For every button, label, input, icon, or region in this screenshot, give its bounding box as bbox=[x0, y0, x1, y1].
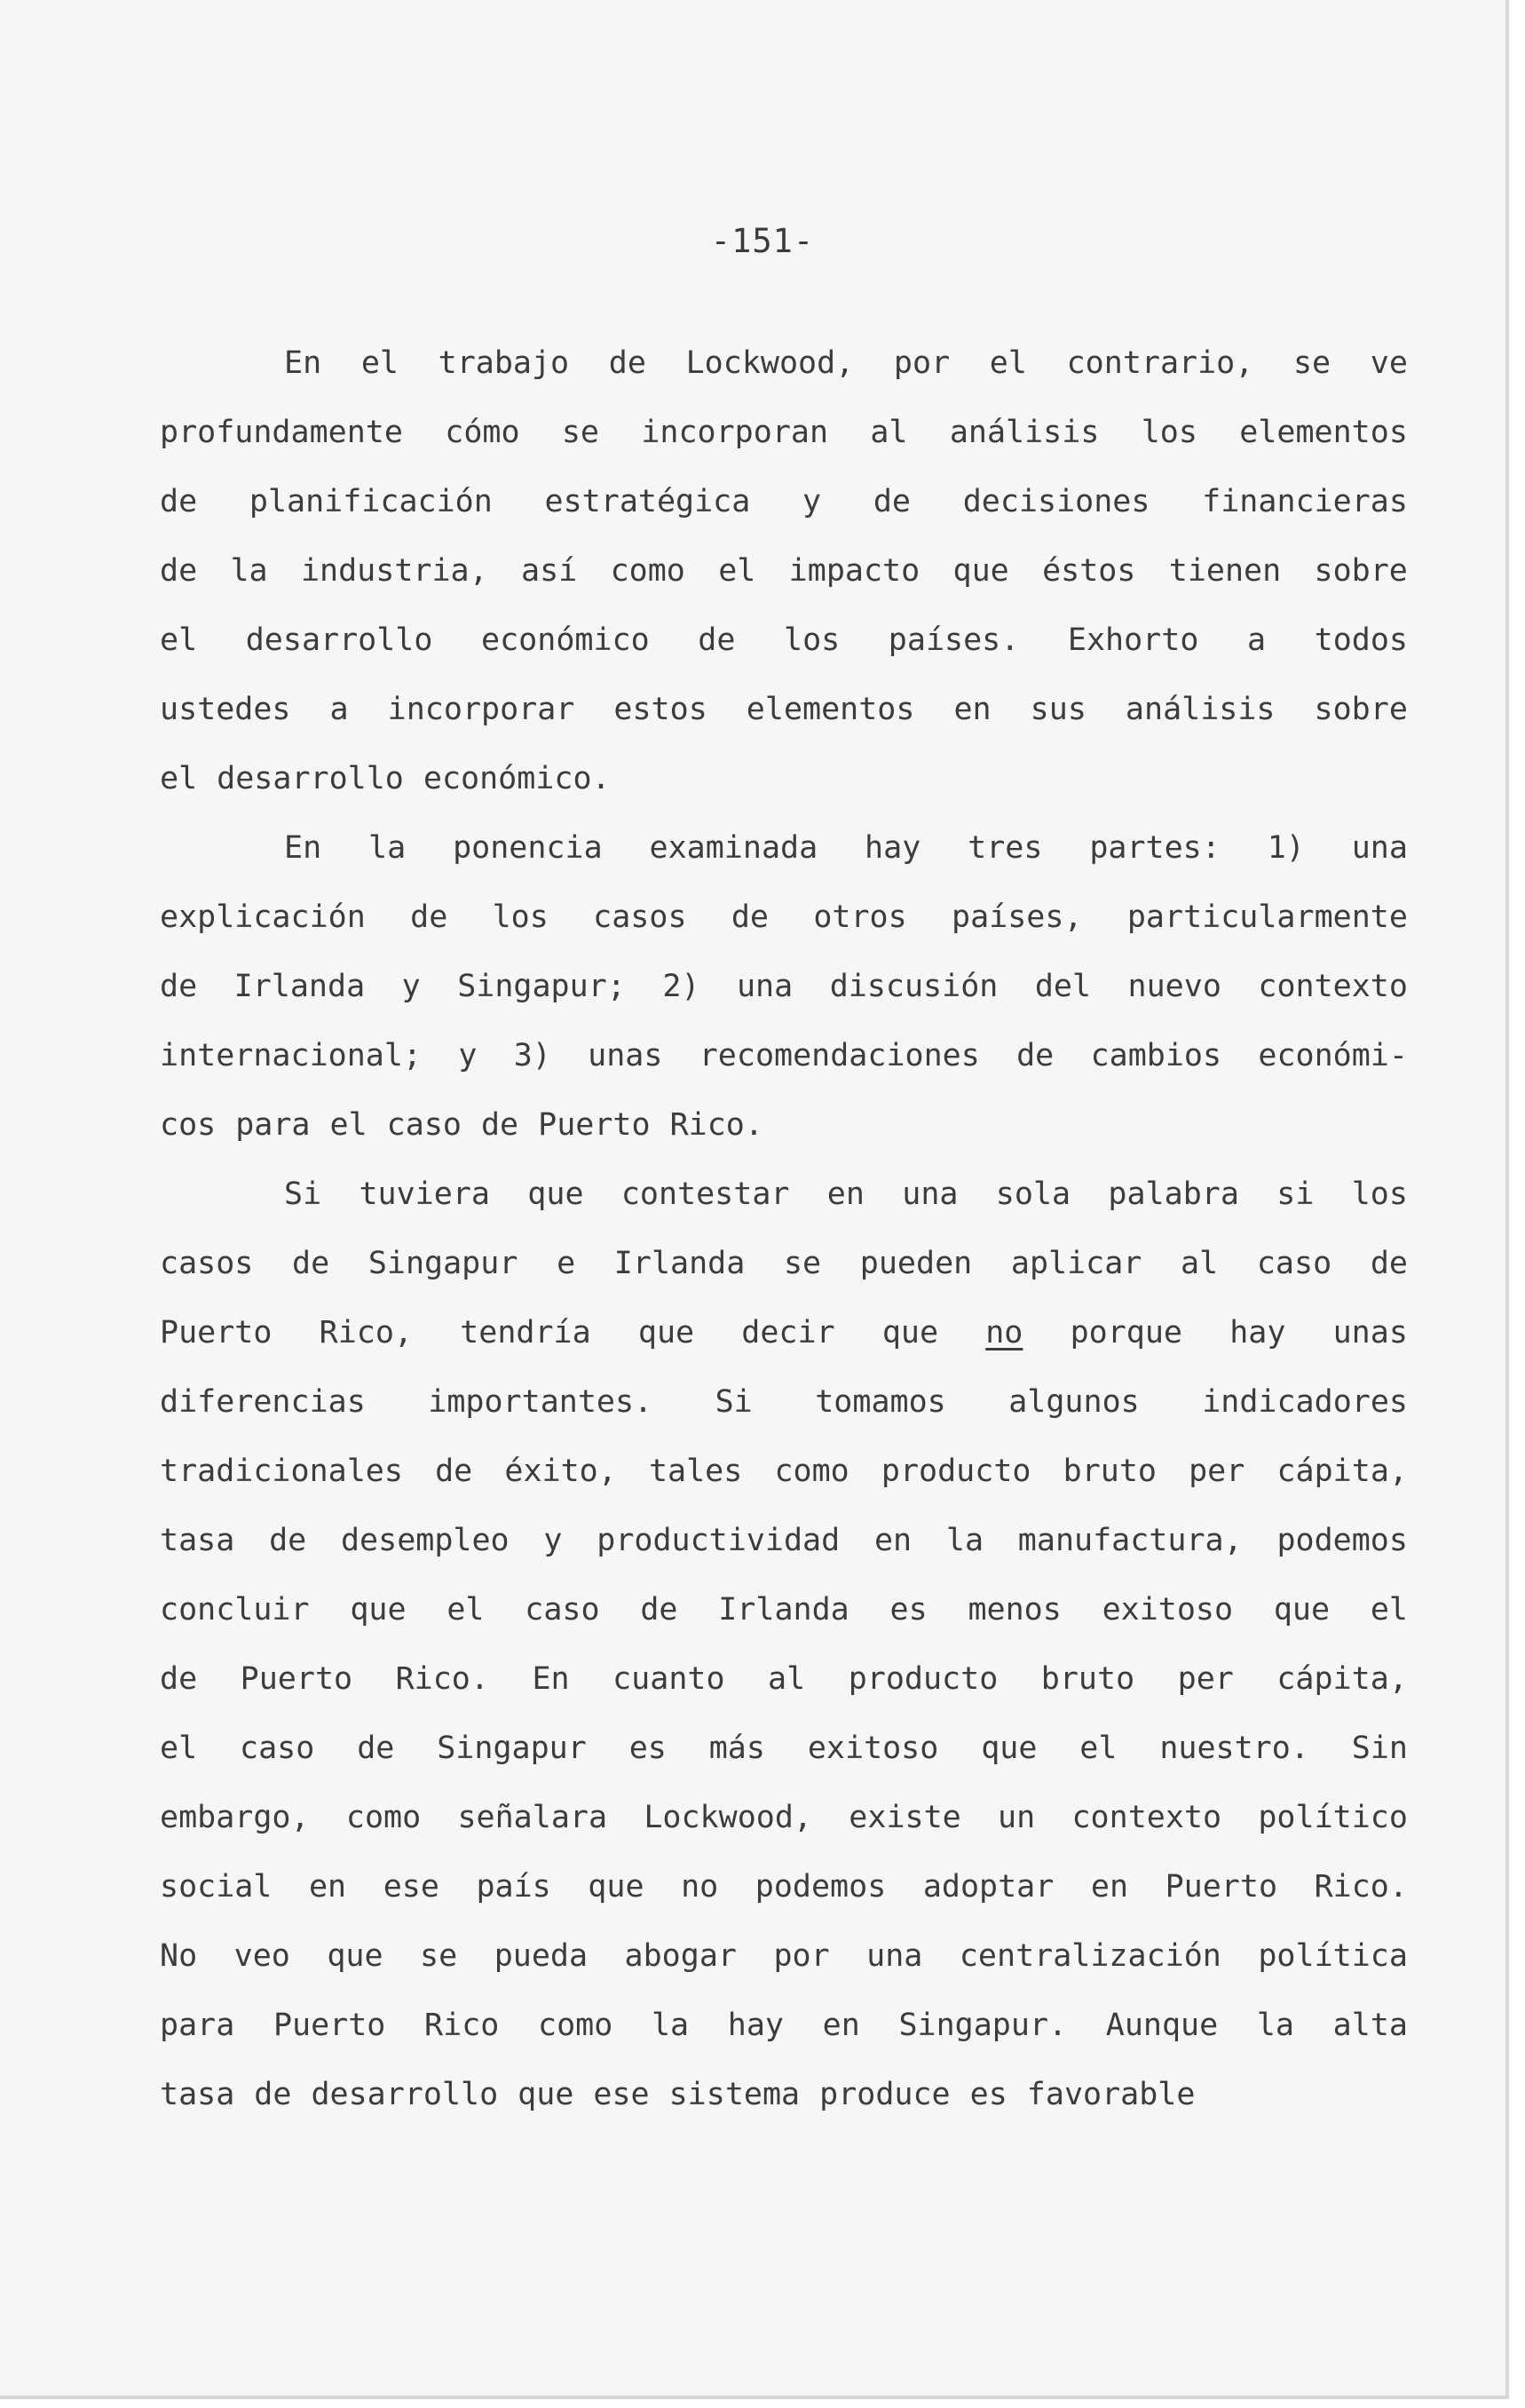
word: tuviera bbox=[359, 1176, 490, 1212]
word: de bbox=[160, 484, 198, 519]
word: En bbox=[532, 1661, 570, 1697]
word: una bbox=[902, 1176, 959, 1212]
word: político bbox=[1258, 1800, 1408, 1835]
word: contrario, bbox=[1066, 345, 1254, 381]
word: incorporan bbox=[641, 415, 829, 450]
word: y bbox=[458, 1038, 478, 1073]
word: exitoso bbox=[807, 1731, 939, 1766]
word: que bbox=[588, 1869, 644, 1905]
word: una bbox=[1351, 830, 1408, 866]
word: trabajo bbox=[438, 345, 570, 381]
word: que bbox=[527, 1176, 584, 1212]
text-line bbox=[160, 1160, 1408, 1229]
word: el bbox=[160, 761, 198, 796]
word: productividad bbox=[597, 1523, 841, 1558]
word: como bbox=[774, 1454, 849, 1489]
word: más bbox=[708, 1731, 765, 1766]
word: Puerto bbox=[240, 1661, 353, 1697]
word: produce bbox=[819, 2077, 951, 2112]
word: que bbox=[881, 1315, 939, 1351]
word: que bbox=[350, 1592, 407, 1628]
word: los bbox=[1141, 415, 1197, 450]
word: menos bbox=[968, 1592, 1062, 1628]
word: indicadores bbox=[1202, 1384, 1408, 1420]
word: sola bbox=[995, 1176, 1071, 1212]
word: podemos bbox=[755, 1869, 887, 1905]
word: centralización bbox=[959, 1938, 1221, 1974]
word: ese bbox=[593, 2077, 650, 2112]
word: de bbox=[608, 345, 646, 381]
word: de bbox=[1370, 1246, 1408, 1281]
word: hay bbox=[727, 2008, 784, 2043]
text-line bbox=[160, 536, 1408, 606]
word: todos bbox=[1314, 622, 1408, 658]
word: y bbox=[401, 969, 421, 1004]
word: explicación bbox=[160, 899, 366, 935]
word: de bbox=[698, 622, 736, 658]
word: per bbox=[1177, 1661, 1234, 1697]
word: se bbox=[420, 1938, 458, 1974]
word: diferencias bbox=[160, 1384, 366, 1420]
word: la bbox=[1256, 2008, 1295, 2043]
word: nuestro. bbox=[1159, 1731, 1309, 1766]
word: particularmente bbox=[1126, 899, 1408, 935]
word: Rico. bbox=[1314, 1869, 1408, 1905]
word: pueda bbox=[494, 1938, 589, 1974]
word: desempleo bbox=[340, 1523, 510, 1558]
word: es bbox=[969, 2077, 1007, 2112]
word: país bbox=[476, 1869, 551, 1905]
word: internacional; bbox=[160, 1038, 423, 1073]
word: Rico bbox=[424, 2008, 500, 2043]
word: ponencia bbox=[453, 830, 603, 866]
word: en bbox=[826, 1176, 865, 1212]
word: países, bbox=[952, 899, 1083, 935]
word: cápita, bbox=[1276, 1454, 1408, 1489]
word: Exhorto bbox=[1067, 622, 1199, 658]
text-line bbox=[160, 1506, 1408, 1575]
word: porque bbox=[1070, 1315, 1183, 1351]
text-line bbox=[160, 1298, 1408, 1367]
word: En bbox=[284, 830, 322, 866]
text-line bbox=[160, 1783, 1408, 1852]
text-line bbox=[160, 1367, 1408, 1437]
word: de bbox=[410, 899, 448, 935]
word: de bbox=[160, 553, 198, 589]
word: contexto bbox=[1258, 969, 1408, 1004]
word: En bbox=[284, 345, 322, 381]
word: Lockwood, bbox=[644, 1800, 812, 1835]
word: los bbox=[784, 622, 841, 658]
word: por bbox=[773, 1938, 830, 1974]
word: Puerto bbox=[538, 1107, 651, 1143]
word: al bbox=[870, 415, 908, 450]
word: tendría bbox=[460, 1315, 591, 1351]
word: producto bbox=[848, 1661, 999, 1697]
text-line bbox=[160, 1021, 1408, 1090]
word: Si bbox=[284, 1176, 322, 1212]
word: bruto bbox=[1063, 1454, 1157, 1489]
word: cuanto bbox=[612, 1661, 725, 1697]
text-line bbox=[160, 883, 1408, 952]
word: planificación bbox=[249, 484, 493, 519]
word: casos bbox=[160, 1246, 254, 1281]
word: que bbox=[1273, 1592, 1331, 1628]
word: discusión bbox=[829, 969, 999, 1004]
word: el bbox=[160, 622, 198, 658]
word: política bbox=[1258, 1938, 1408, 1974]
word: señalara bbox=[457, 1800, 608, 1835]
word: en bbox=[822, 2008, 860, 2043]
word: que bbox=[327, 1938, 383, 1974]
word: exitoso bbox=[1102, 1592, 1234, 1628]
word: a bbox=[1246, 622, 1267, 658]
word: alta bbox=[1332, 2008, 1408, 2043]
word: los bbox=[1351, 1176, 1408, 1212]
word: 1) bbox=[1267, 830, 1305, 866]
word: examinada bbox=[649, 830, 818, 866]
word: la bbox=[368, 830, 407, 866]
word: bruto bbox=[1040, 1661, 1135, 1697]
word: es bbox=[889, 1592, 928, 1628]
word: los bbox=[492, 899, 549, 935]
word: caso bbox=[525, 1592, 600, 1628]
word: partes: bbox=[1089, 830, 1221, 866]
word: al bbox=[768, 1661, 806, 1697]
word: 2) bbox=[662, 969, 700, 1004]
word: y bbox=[802, 484, 822, 519]
text-line bbox=[160, 1437, 1408, 1506]
word: el bbox=[1370, 1592, 1408, 1628]
text-line bbox=[160, 329, 1408, 398]
word: unas bbox=[1332, 1315, 1408, 1351]
word: que bbox=[518, 2077, 574, 2112]
word: se bbox=[561, 415, 600, 450]
word: caso bbox=[240, 1731, 315, 1766]
word: Irlanda bbox=[233, 969, 366, 1004]
word: elementos bbox=[746, 692, 915, 727]
word: sobre bbox=[1314, 692, 1408, 727]
word: cómo bbox=[445, 415, 520, 450]
text-line bbox=[160, 1852, 1408, 1921]
word: de bbox=[873, 484, 911, 519]
word: una bbox=[736, 969, 794, 1004]
word: estratégica bbox=[544, 484, 751, 519]
word: Rico. bbox=[669, 1107, 763, 1143]
word: unas bbox=[588, 1038, 663, 1073]
word: existe bbox=[849, 1800, 961, 1835]
word: decisiones bbox=[962, 484, 1150, 519]
word: Rico. bbox=[395, 1661, 489, 1697]
word: desarrollo bbox=[245, 622, 433, 658]
word: la bbox=[651, 2008, 690, 2043]
word: Sin bbox=[1351, 1731, 1408, 1766]
word: embargo, bbox=[160, 1800, 310, 1835]
text-line bbox=[160, 467, 1408, 536]
word: tasa bbox=[160, 2077, 235, 2112]
word: concluir bbox=[160, 1592, 310, 1628]
word: tres bbox=[968, 830, 1043, 866]
text-line bbox=[160, 2060, 1408, 2129]
word: social bbox=[160, 1869, 273, 1905]
word: como bbox=[610, 553, 685, 589]
word: No bbox=[160, 1938, 198, 1974]
word: algunos bbox=[1008, 1384, 1140, 1420]
word: a bbox=[329, 692, 349, 727]
word: contestar bbox=[620, 1176, 790, 1212]
word: si bbox=[1276, 1176, 1315, 1212]
word: palabra bbox=[1108, 1176, 1239, 1212]
word: Singapur; bbox=[457, 969, 626, 1004]
word: por bbox=[893, 345, 951, 381]
word: financieras bbox=[1202, 484, 1408, 519]
word: decir bbox=[741, 1315, 835, 1351]
word: es bbox=[628, 1731, 667, 1766]
text-line bbox=[160, 1921, 1408, 1991]
word: ese bbox=[383, 1869, 439, 1905]
word: sobre bbox=[1314, 553, 1408, 589]
word: el bbox=[1079, 1731, 1118, 1766]
text-line bbox=[160, 744, 1408, 813]
word: una bbox=[866, 1938, 923, 1974]
word: de bbox=[640, 1592, 678, 1628]
word: sistema bbox=[668, 2077, 801, 2112]
word: éxito, bbox=[504, 1454, 617, 1489]
word: para bbox=[235, 1107, 311, 1143]
word: hay bbox=[1229, 1315, 1286, 1351]
word: estos bbox=[613, 692, 707, 727]
word: desarrollo bbox=[217, 761, 404, 796]
word: cos bbox=[160, 1107, 217, 1143]
text-line bbox=[160, 1575, 1408, 1644]
word: de bbox=[160, 1661, 198, 1697]
word: cambios bbox=[1090, 1038, 1222, 1073]
text-line bbox=[160, 1644, 1408, 1714]
text-line bbox=[160, 1714, 1408, 1783]
word: podemos bbox=[1276, 1523, 1408, 1558]
word: países. bbox=[888, 622, 1020, 658]
word: que bbox=[637, 1315, 695, 1351]
word: de bbox=[480, 1107, 519, 1143]
word: caso bbox=[1256, 1246, 1332, 1281]
word: de bbox=[1016, 1038, 1055, 1073]
word: sus bbox=[1030, 692, 1086, 727]
word: otros bbox=[813, 899, 907, 935]
word: nuevo bbox=[1127, 969, 1221, 1004]
word: adoptar bbox=[922, 1869, 1055, 1905]
word: tradicionales bbox=[160, 1454, 403, 1489]
word: contexto bbox=[1071, 1800, 1222, 1835]
word: e bbox=[557, 1246, 576, 1281]
word: la bbox=[945, 1523, 984, 1558]
text-line bbox=[160, 1991, 1408, 2060]
word: al bbox=[1181, 1246, 1219, 1281]
word: Rico, bbox=[319, 1315, 413, 1351]
text-line bbox=[160, 952, 1408, 1021]
word: de bbox=[254, 2077, 292, 2112]
word: industria, bbox=[300, 553, 488, 589]
word: como bbox=[538, 2008, 613, 2043]
word: que bbox=[952, 553, 1009, 589]
word: de bbox=[357, 1731, 395, 1766]
word: elementos bbox=[1239, 415, 1408, 450]
word: el bbox=[446, 1592, 485, 1628]
word: Puerto bbox=[160, 1315, 273, 1351]
word: no bbox=[681, 1869, 719, 1905]
word: recomendaciones bbox=[699, 1038, 980, 1073]
text-line bbox=[160, 1090, 1408, 1160]
word: Singapur bbox=[437, 1731, 587, 1766]
word: pueden bbox=[859, 1246, 973, 1281]
word: Puerto bbox=[273, 2008, 386, 2043]
word: en bbox=[1090, 1869, 1129, 1905]
word: el bbox=[160, 1731, 198, 1766]
word: caso bbox=[386, 1107, 462, 1143]
word: tomamos bbox=[815, 1384, 946, 1420]
word: tales bbox=[648, 1454, 743, 1489]
word: Irlanda bbox=[613, 1246, 746, 1281]
word: de bbox=[731, 899, 769, 935]
word: así bbox=[521, 553, 578, 589]
word: Puerto bbox=[1165, 1869, 1278, 1905]
word: Singapur. bbox=[898, 2008, 1068, 2043]
word: importantes. bbox=[428, 1384, 653, 1420]
word: manufactura, bbox=[1017, 1523, 1243, 1558]
word: de bbox=[435, 1454, 473, 1489]
word: de bbox=[269, 1523, 307, 1558]
word: y bbox=[543, 1523, 563, 1558]
word: Si bbox=[715, 1384, 753, 1420]
body-text bbox=[160, 329, 1408, 2129]
word: ve bbox=[1370, 345, 1408, 381]
word: de bbox=[292, 1246, 330, 1281]
word: económico bbox=[481, 622, 650, 658]
word: Aunque bbox=[1105, 2008, 1219, 2043]
word: Lockwood, bbox=[685, 345, 855, 381]
text-line bbox=[160, 675, 1408, 744]
word: para bbox=[160, 2008, 235, 2043]
word: se bbox=[1292, 345, 1331, 381]
word: Singapur bbox=[367, 1246, 518, 1281]
word: del bbox=[1034, 969, 1092, 1004]
word: casos bbox=[593, 899, 687, 935]
word: económico. bbox=[423, 761, 611, 796]
word: incorporar bbox=[387, 692, 575, 727]
word: favorable bbox=[1026, 2077, 1196, 2112]
word: abogar bbox=[624, 1938, 737, 1974]
word: desarrollo bbox=[311, 2077, 499, 2112]
word: Irlanda bbox=[718, 1592, 849, 1628]
text-line bbox=[160, 813, 1408, 883]
word: el bbox=[718, 553, 756, 589]
word: en bbox=[953, 692, 992, 727]
word: en bbox=[308, 1869, 347, 1905]
word: análisis bbox=[949, 415, 1100, 450]
word: hay bbox=[865, 830, 921, 866]
word: que bbox=[981, 1731, 1038, 1766]
word: económi- bbox=[1258, 1038, 1408, 1073]
word: veo bbox=[233, 1938, 290, 1974]
word: cápita, bbox=[1276, 1661, 1408, 1697]
word: tasa bbox=[160, 1523, 235, 1558]
word: impacto bbox=[788, 553, 921, 589]
text-line bbox=[160, 398, 1408, 467]
word: 3) bbox=[513, 1038, 551, 1073]
word: éstos bbox=[1042, 553, 1136, 589]
word: en bbox=[873, 1523, 913, 1558]
word: ustedes bbox=[160, 692, 291, 727]
page-number: -151- bbox=[710, 222, 815, 260]
underlined-word: no bbox=[985, 1315, 1023, 1351]
word: un bbox=[998, 1800, 1036, 1835]
word: profundamente bbox=[160, 415, 403, 450]
word: se bbox=[783, 1246, 822, 1281]
word: producto bbox=[881, 1454, 1031, 1489]
word: la bbox=[230, 553, 268, 589]
word: el bbox=[329, 1107, 367, 1143]
word: de bbox=[160, 969, 198, 1004]
word: análisis bbox=[1125, 692, 1276, 727]
word: el bbox=[360, 345, 399, 381]
word: tienen bbox=[1168, 553, 1282, 589]
word: aplicar bbox=[1010, 1246, 1142, 1281]
word: como bbox=[345, 1800, 422, 1835]
text-line bbox=[160, 606, 1408, 675]
word: per bbox=[1189, 1454, 1245, 1489]
text-line bbox=[160, 1229, 1408, 1298]
word: el bbox=[989, 345, 1027, 381]
